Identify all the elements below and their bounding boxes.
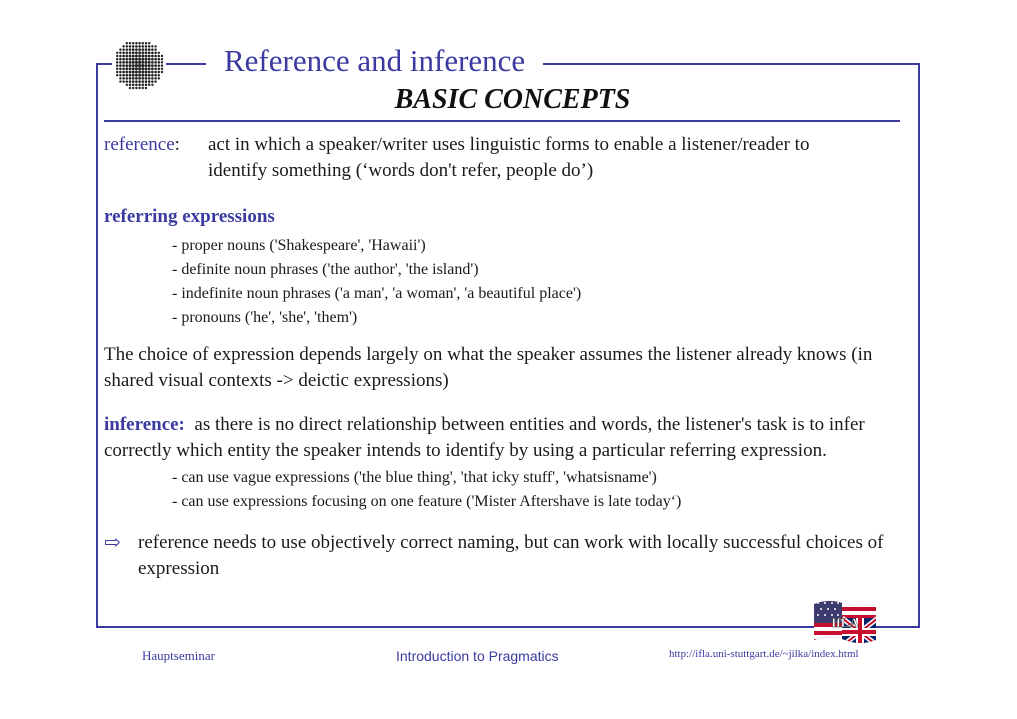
footer-url[interactable]: http://ifla.uni-stuttgart.de/~jilka/index.html <box>669 648 859 660</box>
slide-subtitle: BASIC CONCEPTS <box>394 84 631 115</box>
choice-paragraph: The choice of expression depends largely on what the speaker assumes the listener already knows (in shared visual contexts -> deictic expressions) <box>104 344 873 391</box>
conclusion-text: reference needs to use objectively correct naming, but can work with locally successful choices of expression <box>138 532 884 579</box>
list-item: - can use expressions focusing on one feature ('Mister Aftershave is late today‘) <box>172 493 682 510</box>
header-rule <box>104 120 900 122</box>
reference-colon: : <box>174 134 180 155</box>
list-item: - proper nouns ('Shakespeare', 'Hawaii') <box>172 237 426 254</box>
inference-list <box>172 466 912 514</box>
list-item: - can use vague expressions ('the blue thing', 'that icky stuff', 'whatsisname') <box>172 469 657 486</box>
inference-term: inference: <box>104 414 185 435</box>
slide-content <box>104 132 912 582</box>
footer-center: Introduction to Pragmatics <box>396 648 559 664</box>
referring-expressions-heading: referring expressions <box>104 206 275 227</box>
inference-text: as there is no direct relationship between entities and words, the listener's task is to infer correctly which entity the speaker intends to identify by using a particular referring expression. <box>104 414 865 461</box>
reference-term: reference <box>104 134 175 155</box>
list-item: - pronouns ('he', 'she', 'them') <box>172 309 358 326</box>
reference-line-2: identify something (‘words don't refer, people do’) <box>208 160 594 181</box>
list-item: - definite noun phrases ('the author', 'the island') <box>172 261 479 278</box>
reference-line-1: act in which a speaker/writer uses linguistic forms to enable a listener/reader to <box>208 134 810 155</box>
referring-expressions-section <box>104 204 912 330</box>
ifla-flag-logo-icon <box>812 598 878 646</box>
referring-expressions-list <box>172 234 912 330</box>
reference-definition <box>104 132 912 184</box>
list-item: - indefinite noun phrases ('a man', 'a woman', 'a beautiful place') <box>172 285 582 302</box>
inference-section <box>104 412 912 514</box>
ifla-logo-text: IfLA <box>831 615 859 630</box>
footer-left: Hauptseminar <box>142 648 215 663</box>
conclusion-row <box>104 530 912 582</box>
right-arrow-icon: ⇨ <box>104 532 121 554</box>
slide-title: Reference and inference <box>206 41 543 81</box>
